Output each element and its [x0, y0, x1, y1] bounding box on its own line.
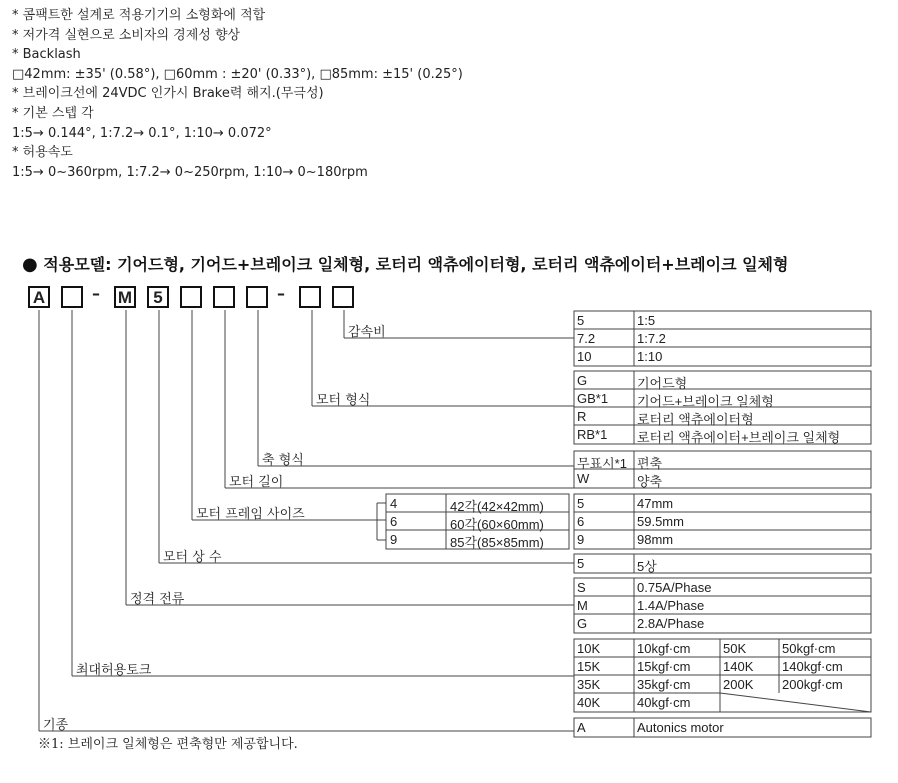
table-cell: 1:10 [637, 349, 663, 364]
feature-line: * 저가격 실현으로 소비자의 경제성 향상 [12, 27, 241, 43]
label-torque: 최대허용토크 [76, 663, 152, 678]
table-cell: 10K [577, 641, 601, 656]
bullet-icon: ● [22, 254, 38, 275]
table-cell: 15kgf·cm [637, 659, 691, 674]
label-shaft-type: 축 형식 [262, 453, 304, 468]
feature-line: * 브레이크선에 24VDC 인가시 Brake력 해지.(무극성) [12, 86, 324, 102]
label-ratio: 감속비 [348, 325, 386, 340]
table-cell: 200kgf·cm [782, 677, 843, 692]
table-cell: 140kgf·cm [782, 659, 843, 674]
table-cell: Autonics motor [637, 720, 724, 735]
table-cell: G [577, 373, 588, 388]
table-cell: 9 [390, 532, 398, 547]
heading-text: 적용모델: 기어드형, 기어드+브레이크 일체형, 로터리 액츄에이터형, 로터리 액츄에이터+브레이크 일체형 [43, 255, 789, 274]
table-cell: 10kgf·cm [637, 641, 691, 656]
table-cell: 기어드형 [637, 376, 688, 391]
label-phase: 모터 상 수 [163, 550, 222, 565]
feature-line: * 기본 스텝 각 [12, 105, 94, 121]
label-current: 정격 전류 [130, 592, 185, 607]
table-cell: 양축 [637, 474, 663, 489]
code-dash: – [277, 284, 285, 303]
table-cell: 1:7.2 [637, 331, 666, 346]
table-cell: 5 [577, 496, 585, 511]
label-series: 기종 [43, 718, 69, 733]
table-cell: 6 [577, 514, 585, 529]
code-box-series: A [28, 286, 50, 308]
table-cell: 5 [577, 313, 585, 328]
feature-line: □42mm: ±35' (0.58°), □60mm : ±20' (0.33°), □85mm: ±15' (0.25°) [12, 66, 463, 82]
feature-line: 1:5→ 0.144°, 1:7.2→ 0.1°, 1:10→ 0.072° [12, 125, 272, 141]
code-box-phase: 5 [147, 286, 169, 308]
table-cell: 로터리 액츄에이터+브레이크 일체형 [637, 430, 841, 445]
table-cell: 85각(85×85mm) [450, 535, 544, 550]
table-cell: 35kgf·cm [637, 677, 691, 692]
table-cell: 98mm [637, 532, 674, 547]
table-cell: 5 [577, 556, 585, 571]
table-cell: 50K [723, 641, 747, 656]
table-cell: 200K [723, 677, 754, 692]
feature-line: * 허용속도 [12, 145, 73, 161]
table-cell: 35K [577, 677, 601, 692]
table-cell: 4 [390, 496, 398, 511]
table-cell: G [577, 616, 588, 631]
table-cell: 47mm [637, 496, 674, 511]
table-cell: S [577, 580, 586, 595]
table-cell: A [577, 720, 586, 735]
table-cell: 140K [723, 659, 754, 674]
table-cell: 60각(60×60mm) [450, 517, 544, 532]
table-cell: 7.2 [577, 331, 596, 346]
table-cell: 1:5 [637, 313, 656, 328]
table-cell: 15K [577, 659, 601, 674]
table-cell: 40kgf·cm [637, 695, 691, 710]
code-dash: – [92, 284, 100, 303]
table-cell: 1.4A/Phase [637, 598, 705, 613]
table-cell: RB*1 [577, 427, 608, 442]
table-cell: 42각(42×42mm) [450, 499, 544, 514]
table-cell: 5상 [637, 559, 657, 574]
feature-line: 1:5→ 0~360rpm, 1:7.2→ 0~250rpm, 1:10→ 0~180rpm [12, 164, 368, 180]
table-cell: 로터리 액츄에이터형 [637, 412, 754, 427]
table-cell: R [577, 409, 587, 424]
code-box-current: M [114, 286, 136, 308]
feature-line: * 콤팩트한 설계로 적용기기의 소형화에 적합 [12, 8, 266, 23]
label-motor-length: 모터 길이 [229, 475, 284, 490]
table-cell: 40K [577, 695, 601, 710]
table-cell: 편축 [637, 456, 663, 471]
table-cell: 무표시*1 [577, 456, 627, 471]
label-motor-type: 모터 형식 [316, 393, 371, 408]
table-cell: 0.75A/Phase [637, 580, 712, 595]
table-cell: 59.5mm [637, 514, 684, 529]
table-cell: 50kgf·cm [782, 641, 836, 656]
table-cell: M [577, 598, 588, 613]
table-cell: W [577, 471, 590, 486]
table-cell: 10 [577, 349, 592, 364]
table-cell: GB*1 [577, 391, 609, 406]
table-cell: 기어드+브레이크 일체형 [637, 394, 774, 409]
table-cell: 6 [390, 514, 398, 529]
feature-line: * Backlash [12, 47, 81, 63]
label-frame-size: 모터 프레임 사이즈 [196, 507, 305, 522]
table-cell: 2.8A/Phase [637, 616, 705, 631]
table-cell: 9 [577, 532, 585, 547]
footnote: ※1: 브레이크 일체형은 편축형만 제공합니다. [38, 737, 298, 752]
